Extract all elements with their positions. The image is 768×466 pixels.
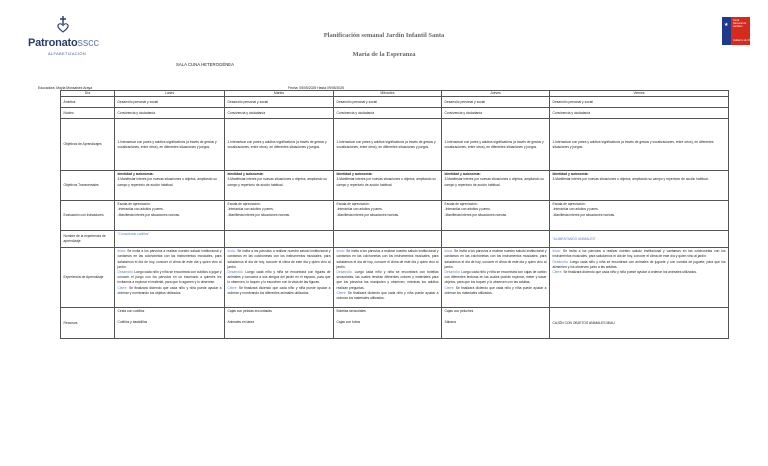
table-cell: Escala de apreciación: -Interactúa con adultos y pares. -Manifiesta interés por situaciones nuevas. [442,201,550,231]
sala-label: SALA CUNA HETEROGÉNEA [176,62,235,67]
table-cell: Inicio: Se invita a los párvulos a realizar nuestro saludo institucional y cantamos en las colchonetas con los instrumentos musicales, para saludarnos el día de hoy, conocer el clima de este día y quien vino al jardín. Desarrollo: Luego cada niño y niña se encontrará con figuras de animales y conocerá a sus amigos del jardín en el espacio, para que lo observen, lo toquen y lo escuchen con la vista de las figuras. Cierre: Se finalizará diciendo que cada niño y niña puede ayudar a ordenar y nombrando los diferentes animales utilizados. [225,248,334,308]
table-cell [442,231,550,248]
table-cell: Identidad y autonomía: 3.Manifestar interés por nuevas situaciones u objetos, ampliando su campo y repertorio de acción habitual. [442,171,550,201]
table-cell: Desarrollo personal y social [225,97,334,108]
planning-table [60,90,729,339]
table-cell: Cajas con peluches Sábana [442,308,550,339]
row-label: Núcleo [61,108,115,119]
table-cell: Identidad y autonomía: 3.Manifestar interés por nuevas situaciones u objetos, ampliando su campo y repertorio de acción habitual. [225,171,334,201]
table-cell: 1.Interactuar con pares y adultos significativos (a través de gestos y vocalizaciones, entre otros), en diferentes situaciones y juegos. [115,119,225,171]
header-cell: Lunes [115,91,225,97]
table-cell: Inicio: Se invita a los párvulos a realizar nuestro saludo institucional y cantamos en las colchonetas con los instrumentos musicales, para saludarnos el día de hoy, conocer el clima de este día y quien vino al jardín. Desarrollo: Luego cada niño y niña se encontrará con cajas de cartón con diferentes texturas en las cuales podrán explorar, meter y sacar objetos, para que los toquen y lo observen con las adultas. Cierre: Se finalizará diciendo que cada niño y niña puede ayudar a ordenar los materiales utilizados. [442,248,550,308]
table-cell: Escala de apreciación: -Interactúa con adultos y pares. -Manifiesta interés por situaciones nuevas. [115,201,225,231]
table-cell: Desarrollo personal y social [115,97,225,108]
table-cell: Inicio: Se invita a los párvulos a realizar nuestro saludo institucional y cantamos en las colchonetas con los instrumentos musicales, para saludarnos el día de hoy, conocer el clima de este día y quien vino al jardín. Desarrollo: Luego cada niño y niña se encontrará con animales de juguete y con comida de juguete, para que los alimenten y los observen junto a las adultas. Cierre: Se finalizará diciendo que cada niño y niña puede ayudar a ordenar los animales utilizados. [550,248,729,308]
row-label: Nombre de la experiencia de aprendizaje [61,231,115,248]
table-cell: Inicio: Se invita a los párvulos a realizar nuestro saludo institucional y cantamos en las colchonetas con los instrumentos musicales, para saludarnos el día de hoy, conocer el clima de este día y quien vino al jardín. Desarrollo: Luego cada niño y niña se encontrará con cubillos a jugar y conocer el juego con los párvulos en un escenario a quienes les invitamos a explorar el material, para que lo agarren y lo observen. Cierre: Se finalizará diciendo que cada niño y niña puede ayudar a ordenar y nombrando los objetos utilizados. [115,248,225,308]
fecha-label: Fecha: 05/05/2025 Hasta 09/05/2025 [288,86,344,90]
row-label: Objetivos de Aprendizajes [61,119,115,171]
row-label: Ámbitos [61,97,115,108]
table-cell: Escala de apreciación: -Interactúa con adultos y pares. -Manifiesta interés por situaciones nuevas. [225,201,334,231]
table-cell: Desarrollo personal y social [550,97,729,108]
table-row [61,231,729,248]
table-cell: Cajas con pelotas encordadas Animales en tarea [225,308,334,339]
table-cell [225,231,334,248]
table-cell: Desarrollo personal y social [334,97,442,108]
table-row [61,108,729,119]
header-cell: Jueves [442,91,550,97]
table-cell: Identidad y autonomía: 3.Manifestar interés por nuevas situaciones u objetos, ampliando su campo y repertorio de acción habitual. [550,171,729,201]
table-row [61,248,729,308]
gobierno-logo: ★ Junta Nacional de Jardines Gobierno de Chile [722,17,750,45]
educadora-label: Educadora: Mayla Monsalvez Araya [38,86,93,90]
table-row [61,119,729,171]
table-row [61,201,729,231]
table-cell: Escala de apreciación: -Interactúa con adultos y pares. -Manifiesta interés por situaciones nuevas. [550,201,729,231]
table-cell: Desarrollo personal y social [442,97,550,108]
table-row [61,171,729,201]
table-cell: 1.Interactuar con pares y adultos significativos (a través de gestos y vocalizaciones, entre otros), en diferentes situaciones y juegos. [225,119,334,171]
table-row [61,308,729,339]
table-cell: CAJÓN CON OBJETOS ANIMALES MIAU [550,308,729,339]
header-cell: Viernes [550,91,729,97]
table-cell: Inicio: Se invita a los párvulos a realizar nuestro saludo institucional y cantamos en las colchonetas con los instrumentos musicales, para saludarnos el día de hoy, conocer el clima de este día y quien vino al jardín. Desarrollo: Luego cada niño y niña se encontrará con botellas sensoriales, las cuales tendrán diferentes colores y materiales para que los párvulos las manipulen y observen, mientras los adultos realizan preguntas. Cierre: Se finalizará diciendo que cada niño y niña puede ayudar a ordenar los materiales utilizados. [334,248,442,308]
row-label: Objetivos Transversales [61,171,115,201]
logo-wordmark: Patronatosscc [28,37,99,49]
row-label: Evaluación con indicadores [61,201,115,231]
table-cell: 1.Interactuar con pares y adultos significativos (a través de gestos y vocalizaciones, entre otros), en diferentes situaciones y juegos. [334,119,442,171]
table-cell: Convivencia y ciudadanía [442,108,550,119]
header-cell: Miércoles [334,91,442,97]
header-cell: Martes [225,91,334,97]
table-row [61,97,729,108]
table-cell: Escala de apreciación: -Interactúa con adultos y pares. -Manifiesta interés por situaciones nuevas. [334,201,442,231]
header-cell: Día [61,91,115,97]
table-cell: Convivencia y ciudadanía [225,108,334,119]
table-cell: Identidad y autonomía: 3.Manifestar interés por nuevas situaciones u objetos, ampliando su campo y repertorio de acción habitual. [334,171,442,201]
document-title: Planificación semanal Jardín Infantil Santa [323,32,445,39]
row-label: Experiencia de Aprendizaje [61,248,115,308]
table-cell: Convivencia y ciudadanía [334,108,442,119]
table-cell: Identidad y autonomía: 3.Manifestar interés por nuevas situaciones u objetos, ampliando su campo y repertorio de acción habitual. [115,171,225,201]
row-label: Recursos [61,308,115,339]
table-cell: "ALIMENTANDO ANIMALES" [550,231,729,248]
table-cell: Botellas sensoriales Cajas con tubos [334,308,442,339]
star-icon: ★ [724,22,729,28]
table-cell: Convivencia y ciudadanía [115,108,225,119]
table-cell [334,231,442,248]
table-cell: Convivencia y ciudadanía [550,108,729,119]
table-cell: Cesta con cubillos Cubillos y bastidillos [115,308,225,339]
table-cell: 1.Interactuar con pares y adultos significativos (a través de gestos y vocalizaciones, entre otros), en diferentes situaciones y juegos. [442,119,550,171]
table-cell: 1.Interactuar con pares y adultos significativos (a través de gestos y vocalizaciones, entre otros), en diferentes situaciones y juegos. [550,119,729,171]
cross-heart-icon [56,15,70,33]
table-cell: "Conociendo cubillos" [115,231,225,248]
logo-subtitle: ALFABETIZACIÓN [48,51,86,56]
document-subtitle: María de la Esperanza [352,51,416,58]
